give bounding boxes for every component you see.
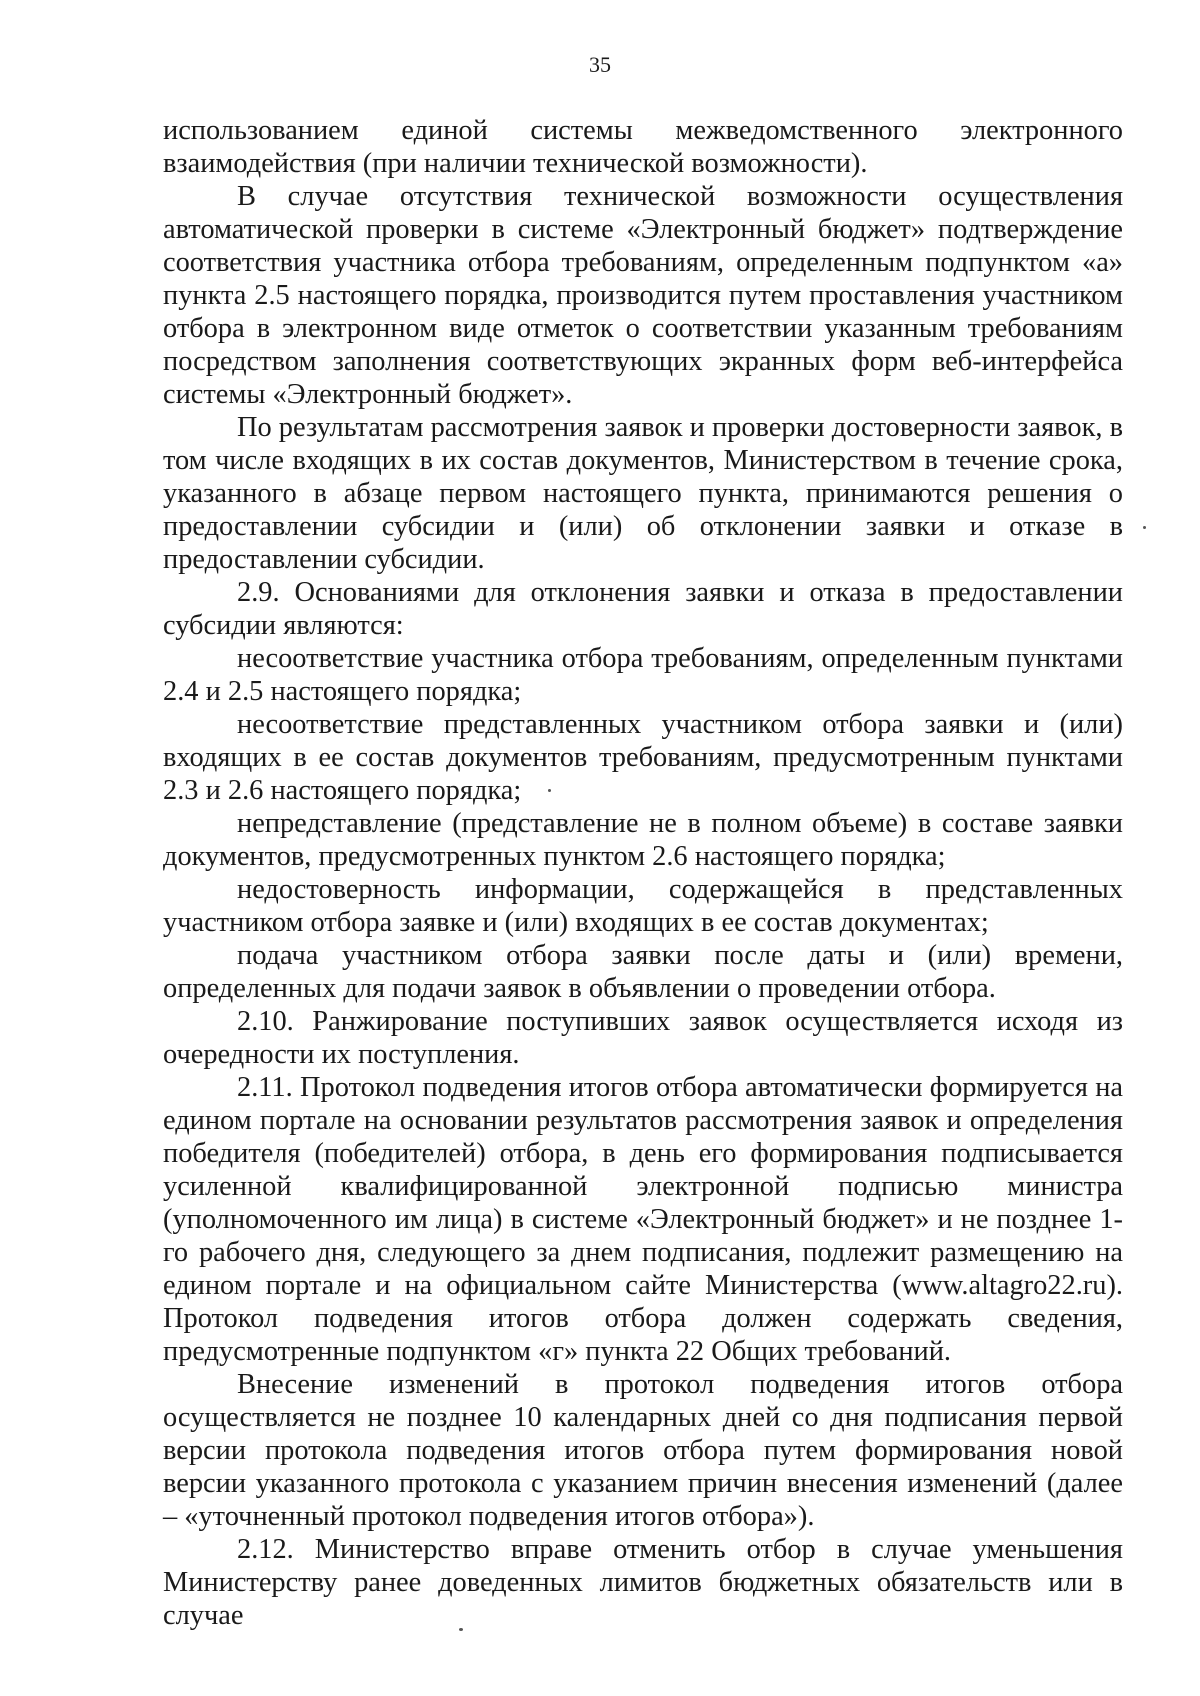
clause-2-9-item-2: несоответствие представленных участником отбора заявки и (или) входящих в ее состав документов требованиям, предусмотренным пунктами 2.3 и 2.6 настоящего порядка; — [163, 709, 1123, 806]
clause-2-9-item-5: подача участником отбора заявки после даты и (или) времени, определенных для подачи заявок в объявлении о проведении отбора. — [163, 940, 1123, 1004]
paragraph-continuation: использованием единой системы межведомственного электронного взаимодействия (при наличии технической возможности). — [163, 115, 1123, 179]
clause-2-10: 2.10. Ранжирование поступивших заявок осуществляется исходя из очередности их поступления. — [163, 1006, 1123, 1070]
paragraph-no-technical-possibility: В случае отсутствия технической возможности осуществления автоматической проверки в системе «Электронный бюджет» подтверждение соответствия участника отбора требованиям, определенным подпунктом «а» пункта 2.5 настоящего порядка, производится путем проставления участником отбора в электронном виде отметок о соответствии указанным требованиям посредством заполнения соответствующих экранных форм веб-интерфейса системы «Электронный бюджет». — [163, 181, 1123, 410]
paragraph-review-results: По результатам рассмотрения заявок и проверки достоверности заявок, в том числе входящих в их состав документов, Министерством в течение срока, указанного в абзаце первом настоящего пункта, принимаются решения о предоставлении субсидии и (или) об отклонении заявки и отказе в предоставлении субсидии. — [163, 412, 1123, 575]
document-body — [163, 114, 1123, 1632]
clause-2-9-item-3: непредставление (представление не в полном объеме) в составе заявки документов, предусмотренных пунктом 2.6 настоящего порядка; — [163, 808, 1123, 872]
clause-2-12: 2.12. Министерство вправе отменить отбор в случае уменьшения Министерству ранее доведенных лимитов бюджетных обязательств или в случае — [163, 1534, 1123, 1631]
scan-speck — [459, 1628, 463, 1631]
scan-speck — [548, 789, 551, 792]
paragraph-protocol-changes: Внесение изменений в протокол подведения итогов отбора осуществляется не позднее 10 календарных дней со дня подписания первой версии протокола подведения итогов отбора путем формирования новой версии указанного протокола с указанием причин внесения изменений (далее – «уточненный протокол подведения итогов отбора»). — [163, 1369, 1123, 1532]
clause-2-9-item-4: недостоверность информации, содержащейся в представленных участником отбора заявке и (или) входящих в ее состав документах; — [163, 874, 1123, 938]
clause-2-9-item-1: несоответствие участника отбора требованиям, определенным пунктами 2.4 и 2.5 настоящего порядка; — [163, 643, 1123, 707]
clause-2-11: 2.11. Протокол подведения итогов отбора автоматически формируется на едином портале на основании результатов рассмотрения заявок и определения победителя (победителей) отбора, в день его формирования подписывается усиленной квалифицированной электронной подписью министра (уполномоченного им лица) в системе «Электронный бюджет» и не позднее 1-го рабочего дня, следующего за днем подписания, подлежит размещению на едином портале и на официальном сайте Министерства (www.altagro22.ru). Протокол подведения итогов отбора должен содержать сведения, предусмотренные подпунктом «г» пункта 22 Общих требований. — [163, 1072, 1123, 1367]
page-number: 35 — [589, 52, 611, 77]
clause-2-9: 2.9. Основаниями для отклонения заявки и отказа в предоставлении субсидии являются: — [163, 577, 1123, 641]
scan-speck — [1143, 526, 1146, 529]
